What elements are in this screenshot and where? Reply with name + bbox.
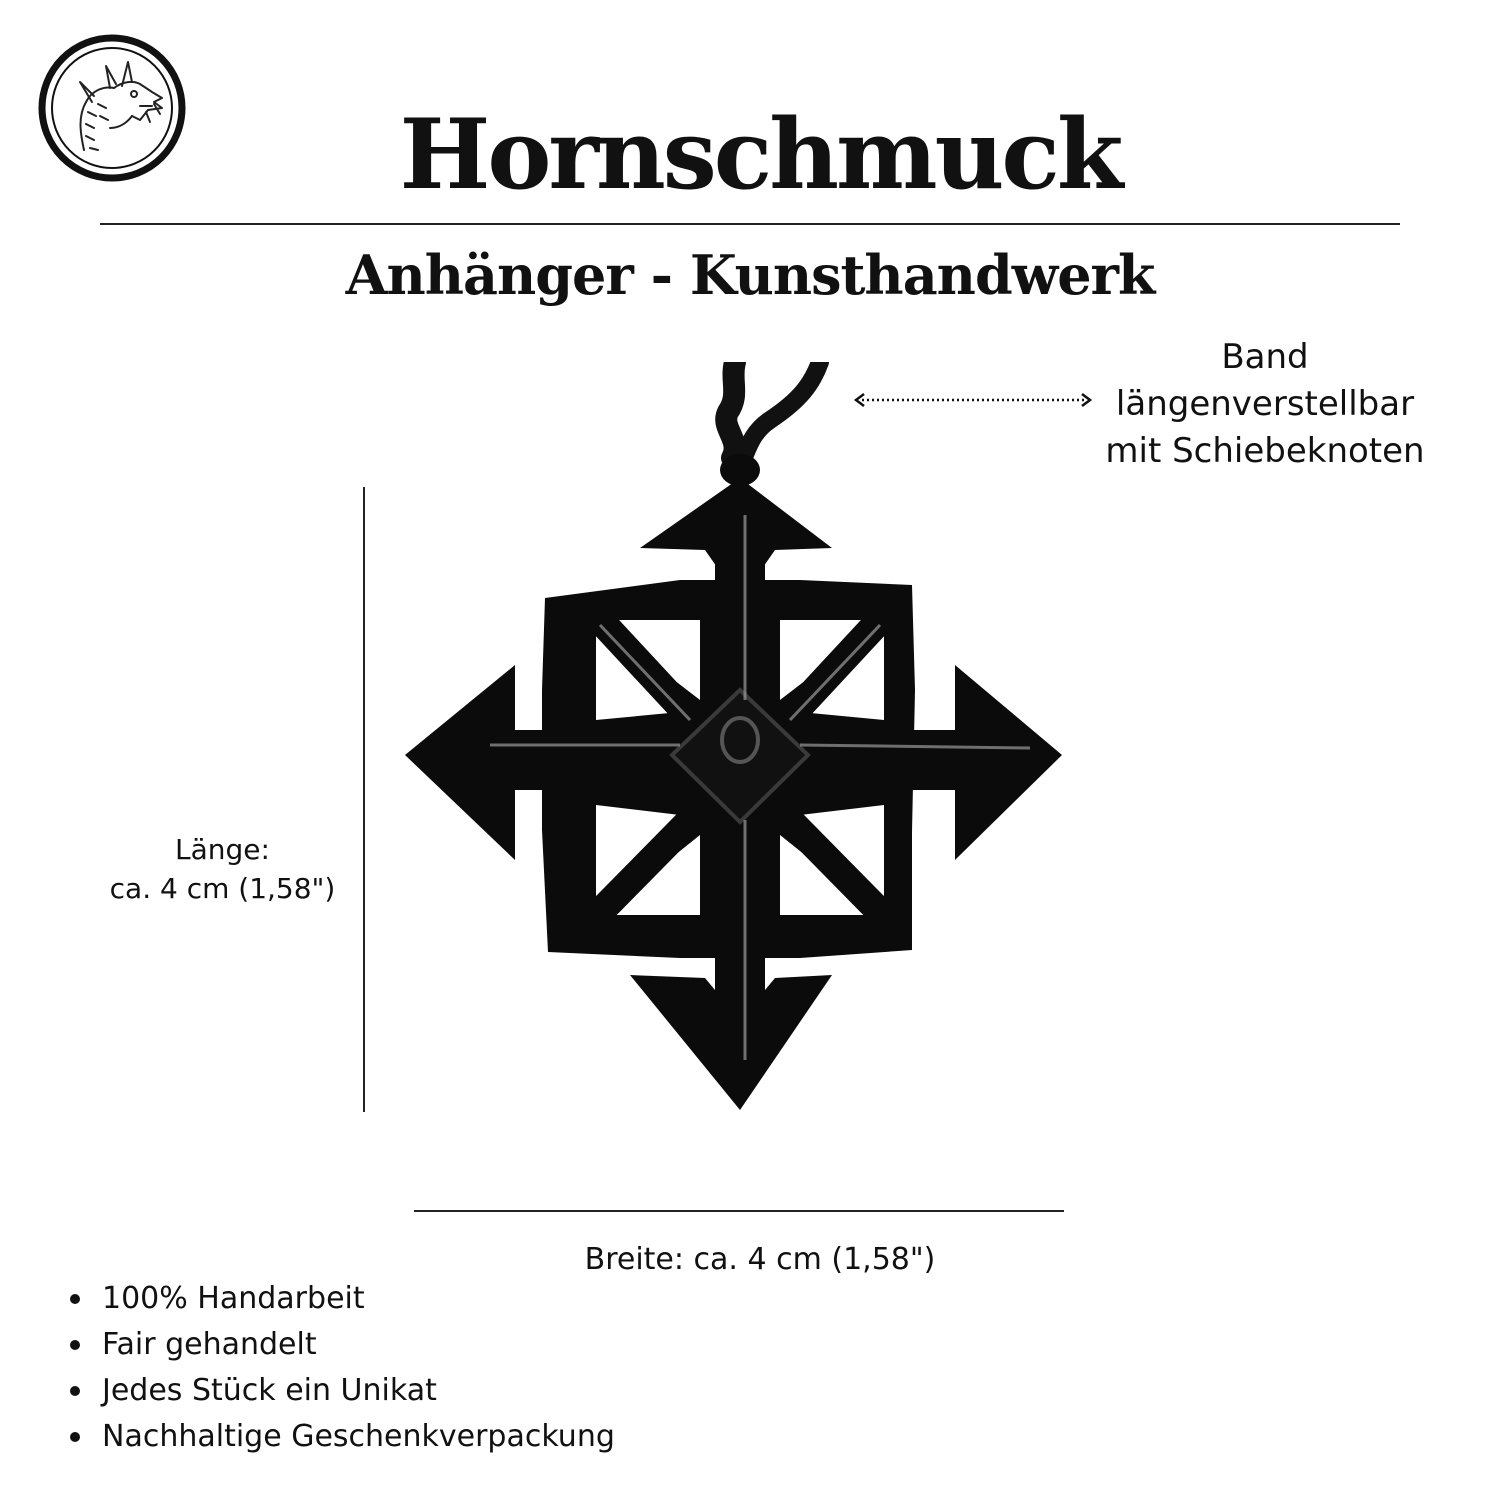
chaos-star-pendant-icon (395, 362, 1070, 1114)
title-divider (100, 223, 1400, 225)
list-item: Jedes Stück ein Unikat (68, 1368, 615, 1414)
page-subtitle: Anhänger - Kunsthandwerk (345, 243, 1155, 307)
list-item: Nachhaltige Geschenkverpackung (68, 1414, 615, 1460)
length-note (90, 830, 355, 908)
band-note-line: Band (1221, 337, 1309, 377)
feature-list (68, 1276, 615, 1460)
list-item: Fair gehandelt (68, 1322, 615, 1368)
page-title: Hornschmuck (399, 98, 1121, 211)
length-label: Länge: (175, 833, 270, 866)
band-note-line: mit Schiebeknoten (1105, 431, 1425, 471)
list-item: 100% Handarbeit (68, 1276, 615, 1322)
length-dimension-line (363, 487, 365, 1112)
band-note (1080, 334, 1450, 475)
length-value: ca. 4 cm (1,58") (109, 872, 336, 905)
width-dimension-line (414, 1210, 1064, 1212)
width-note: Breite: ca. 4 cm (1,58") (584, 1242, 936, 1277)
band-note-line: längenverstellbar (1115, 384, 1415, 424)
